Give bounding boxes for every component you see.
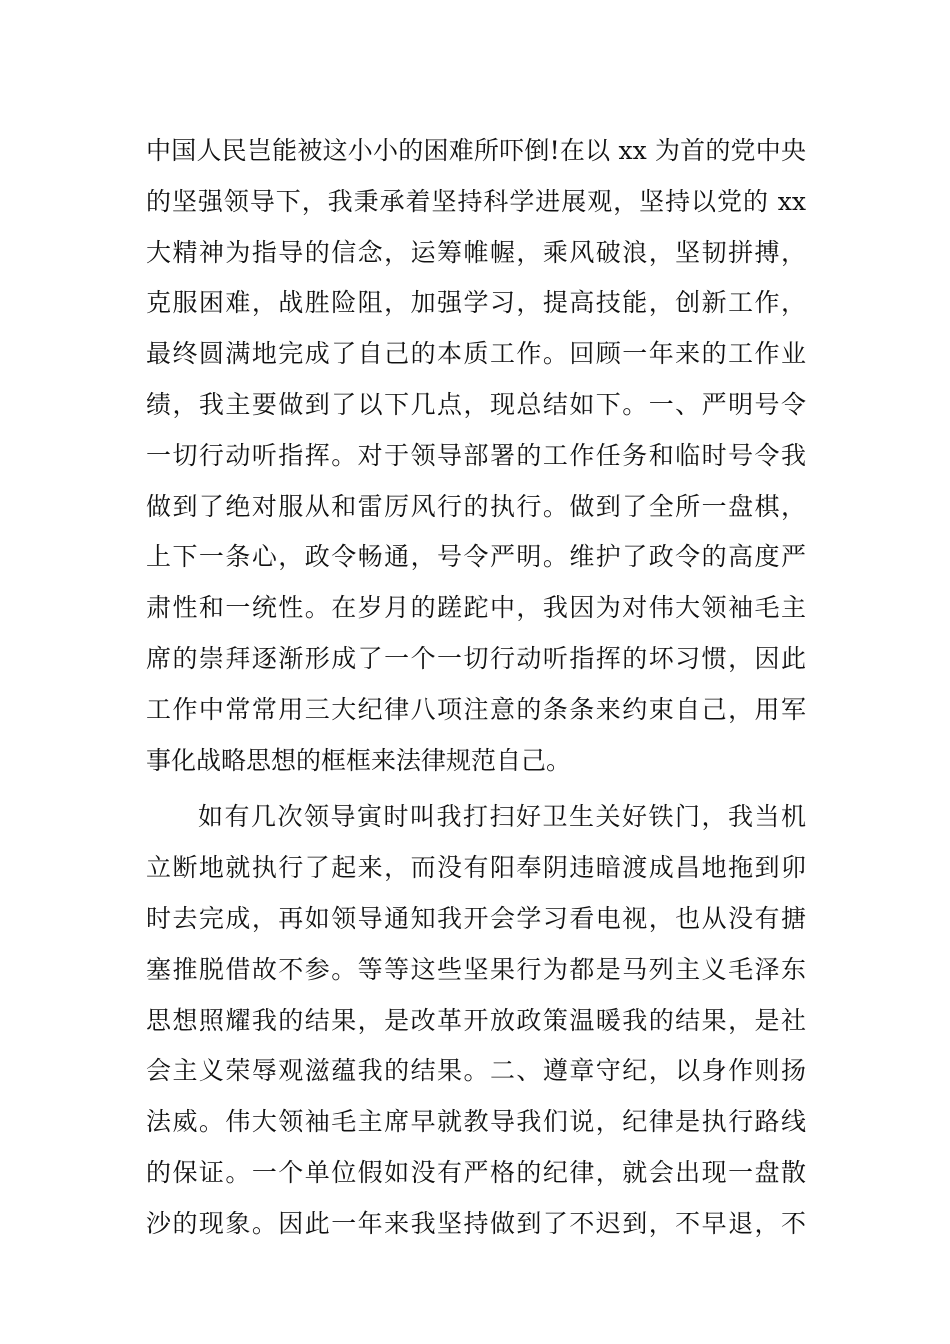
body-text <box>146 126 806 1250</box>
text-line: 大精神为指导的信念，运筹帷幄，乘风破浪，坚韧拼搏， <box>146 237 806 267</box>
text-line: 的坚强领导下，我秉承着坚持科学进展观，坚持以党的 xx <box>146 186 806 216</box>
text-line: 会主义荣辱观滋蕴我的结果。二、遵章守纪，以身作则扬 <box>146 1056 806 1086</box>
text-line: 一切行动听指挥。对于领导部署的工作任务和临时号令我 <box>146 440 806 470</box>
text-line: 做到了绝对服从和雷厉风行的执行。做到了全所一盘棋， <box>146 491 806 521</box>
text-line: 立断地就执行了起来，而没有阳奉阴违暗渡成昌地拖到卯 <box>146 853 806 883</box>
paragraph-2 <box>146 792 806 1249</box>
text-line: 工作中常常用三大纪律八项注意的条条来约束自己，用军 <box>146 694 806 724</box>
text-line: 最终圆满地完成了自己的本质工作。回顾一年来的工作业 <box>146 339 806 369</box>
text-line: 沙的现象。因此一年来我坚持做到了不迟到，不早退，不 <box>146 1208 806 1238</box>
text-line: 塞推脱借故不参。等等这些坚果行为都是马列主义毛泽东 <box>146 954 806 984</box>
text-line: 克服困难，战胜险阻，加强学习，提高技能，创新工作， <box>146 288 806 318</box>
text-line: 上下一条心，政令畅通，号令严明。维护了政令的高度严 <box>146 542 806 572</box>
text-line: 时去完成，再如领导通知我开会学习看电视，也从没有搪 <box>146 903 806 933</box>
text-line: 肃性和一统性。在岁月的蹉跎中，我因为对伟大领袖毛主 <box>146 593 806 623</box>
text-line: 思想照耀我的结果，是改革开放政策温暖我的结果，是社 <box>146 1005 806 1035</box>
text-line: 法威。伟大领袖毛主席早就教导我们说，纪律是执行路线 <box>146 1107 806 1137</box>
text-line: 绩，我主要做到了以下几点，现总结如下。一、严明号令 <box>146 389 806 419</box>
text-line: 事化战略思想的框框来法律规范自己。 <box>146 745 572 775</box>
text-line: 席的崇拜逐渐形成了一个一切行动听指挥的坏习惯，因此 <box>146 643 806 673</box>
paragraph-1 <box>146 126 806 786</box>
text-line: 的保证。一个单位假如没有严格的纪律，就会出现一盘散 <box>146 1157 806 1187</box>
text-line: 中国人民岂能被这小小的困难所吓倒!在以 xx 为首的党中央 <box>146 136 806 165</box>
text-line: 如有几次领导寅时叫我打扫好卫生关好铁门，我当机 <box>198 802 806 832</box>
